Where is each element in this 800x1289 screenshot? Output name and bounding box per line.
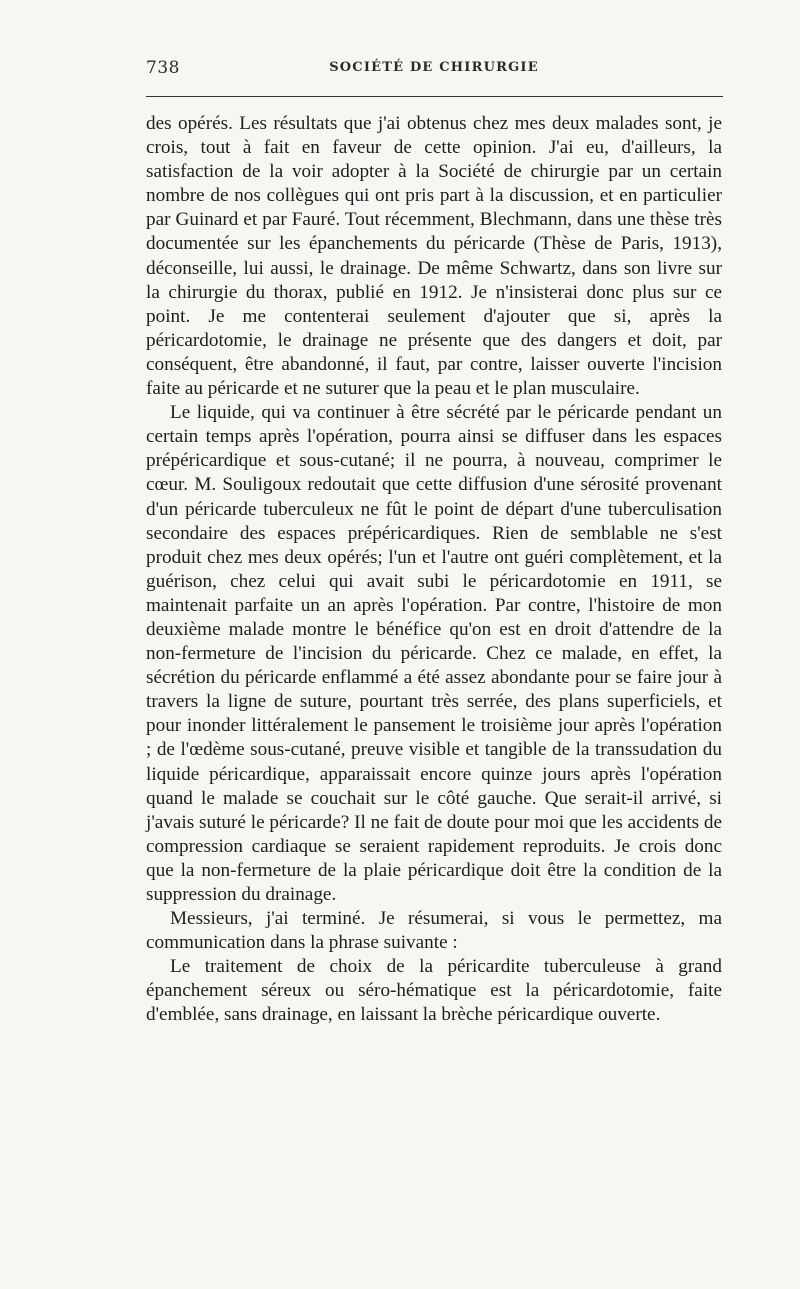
paragraph-3: Messieurs, j'ai terminé. Je résumerai, si vous le permettez, ma communication dans la phrase suivante : (146, 908, 722, 954)
page-number: 738 (146, 58, 180, 78)
running-head (146, 58, 722, 82)
header-rule (146, 96, 723, 97)
paragraph-2: Le liquide, qui va continuer à être sécrété par le péricarde pendant un certain temps après l'opération, pourra ainsi se diffuser dans les espaces prépéricardique et sous-cutané; il ne pourra, à nouveau, comprimer le cœur. M. Souligoux redoutait que cette diffusion d'une sérosité provenant d'un péricarde tuberculeux ne fût le point de départ d'une tuberculisation secondaire des espaces prépéricardiques. Rien de semblable ne s'est produit chez mes deux opérés; l'un et l'autre ont guéri complètement, et la guérison, chez celui qui avait subi le péricardotomie en 1911, se maintenait parfaite un an après l'opération. Par contre, l'histoire de mon deuxième malade montre le bénéfice qu'on est en droit d'attendre de la non-fermeture de l'incision du péricarde. Chez ce malade, en effet, la sécrétion du péricarde enflammé a été assez abondante pour se faire jour à travers la ligne de suture, pourtant très serrée, des plans superficiels, et pour inonder littéralement le pansement le troisième jour après l'opération ; de l'œdème sous-cutané, preuve visible et tangible de la transsudation du liquide péricardique, apparaissait encore quinze jours après l'opération quand le malade se couchait sur le côté gauche. Que serait-il arrivé, si j'avais suturé le péricarde? Il ne fait de doute pour moi que les accidents de compression cardiaque se seraient rapidement reproduits. Je crois donc que la non-fermeture de la plaie péricardique doit être la condition de la suppression du drainage. (146, 402, 722, 905)
running-title: SOCIÉTÉ DE CHIRURGIE (329, 60, 539, 75)
paragraph-1: des opérés. Les résultats que j'ai obtenus chez mes deux malades sont, je crois, tout à fait en faveur de cette opinion. J'ai eu, d'ailleurs, la satisfaction de la voir adopter à la Société de chirurgie par un certain nombre de nos collègues qui ont pris part à la discussion, et en particulier par Guinard et par Fauré. Tout récemment, Blechmann, dans une thèse très documentée sur les épanchements du péricarde (Thèse de Paris, 1913), déconseille, lui aussi, le drainage. De même Schwartz, dans son livre sur la chirurgie du thorax, publié en 1912. Je n'insisterai donc plus sur ce point. Je me contenterai seulement d'ajouter que si, après la péricardotomie, le drainage ne présente que des dangers et doit, par conséquent, être abandonné, il faut, par contre, laisser ouverte l'incision faite au péricarde et ne suturer que la peau et le plan musculaire. (146, 113, 722, 400)
paragraph-4: Le traitement de choix de la péricardite tuberculeuse à grand épanchement séreux ou séro-hématique est la péricardotomie, faite d'emblée, sans drainage, en laissant la brèche péricardique ouverte. (146, 956, 722, 1026)
body-text (146, 112, 722, 1028)
